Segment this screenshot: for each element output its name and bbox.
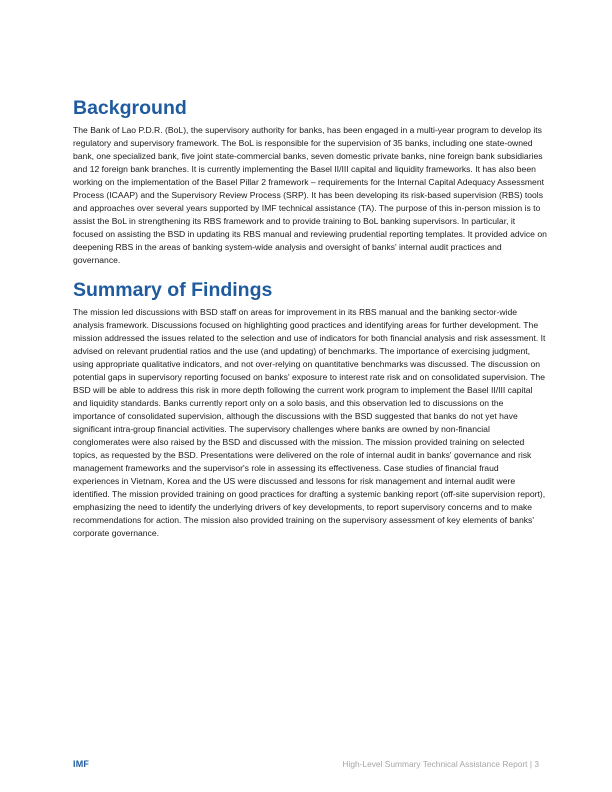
page-content xyxy=(73,96,547,540)
section-heading-background: Background xyxy=(73,97,187,119)
section-body-summary-of-findings: The mission led discussions with BSD staff on areas for improvement in its RBS manual and the banking sector-wide analysis framework. Discussions focused on highlighting good practices and identifying areas for further development. The mission addressed the issues related to the selection and use of indicators for both financial analysis and risk assessment. It advised on relevant prudential ratios and the use (and updating) of benchmarks. The importance of exercising judgment, using appropriate qualitative indicators, and not over-relying on quantitative benchmarks was discussed. The discussion on potential gaps in supervisory reporting focused on banks' exposure to interest rate risk and on consolidated supervision. The BSD will be able to address this risk in more depth following the current work program to implement the Basel II/III capital and liquidity standards. Banks currently report only on a solo basis, and this observation led to discussions on the importance of consolidated supervision, although the discussions with the BSD suggested that banks do not yet have significant intra-group financial activities. The supervisory challenges where banks are owned by non-financial conglomerates were also raised by the BSD and discussed with the mission. The mission provided training on selected topics, as requested by the BSD. Presentations were delivered on the role of internal audit in banks' governance and risk management frameworks and the supervisor's role in assessing its effectiveness. Case studies of financial fraud experiences in Vietnam, Korea and the US were discussed and lessons for risk management and internal audit were identified. The mission provided training on good practices for drafting a systemic banking report (off-site supervision report), emphasizing the need to identify the underlying drivers of key developments, to report supervisory concerns and to make recommendations for action. The mission also provided training on the supervisory assessment of key elements of banks' corporate governance. xyxy=(73,307,546,538)
footer-report-title-page-number: High-Level Summary Technical Assistance Report | 3 xyxy=(342,759,539,769)
section-heading-summary-of-findings: Summary of Findings xyxy=(73,279,273,302)
imf-logo: IMF xyxy=(73,759,90,769)
page-footer xyxy=(73,759,539,773)
section-body-background: The Bank of Lao P.D.R. (BoL), the supervisory authority for banks, has been engaged in a multi-year program to develop its regulatory and supervisory framework. The BoL is responsible for the supervision of 35 banks, including one state-owned bank, one specialized bank, five joint state-commercial banks, seven domestic private banks, nine foreign bank subsidiaries and 12 foreign bank branches. It is currently implementing the Basel II/III capital and liquidity frameworks. It has also been working on the implementation of the Basel Pillar 2 framework – requirements for the Internal Capital Adequacy Assessment Process (ICAAP) and the Supervisory Review Process (SRP). It has been developing its risk-based supervision (RBS) tools and approaches over several years supported by IMF technical assistance (TA). The purpose of this in-person mission is to assist the BoL in strengthening its RBS framework and to provide training to BoL banking supervisors. In particular, it focused on assisting the BSD in updating its RBS manual and reviewing prudential reporting templates. It provided advice on deepening RBS in the areas of banking system-wide analysis and oversight of banks' internal audit practices and governance. xyxy=(73,125,547,265)
